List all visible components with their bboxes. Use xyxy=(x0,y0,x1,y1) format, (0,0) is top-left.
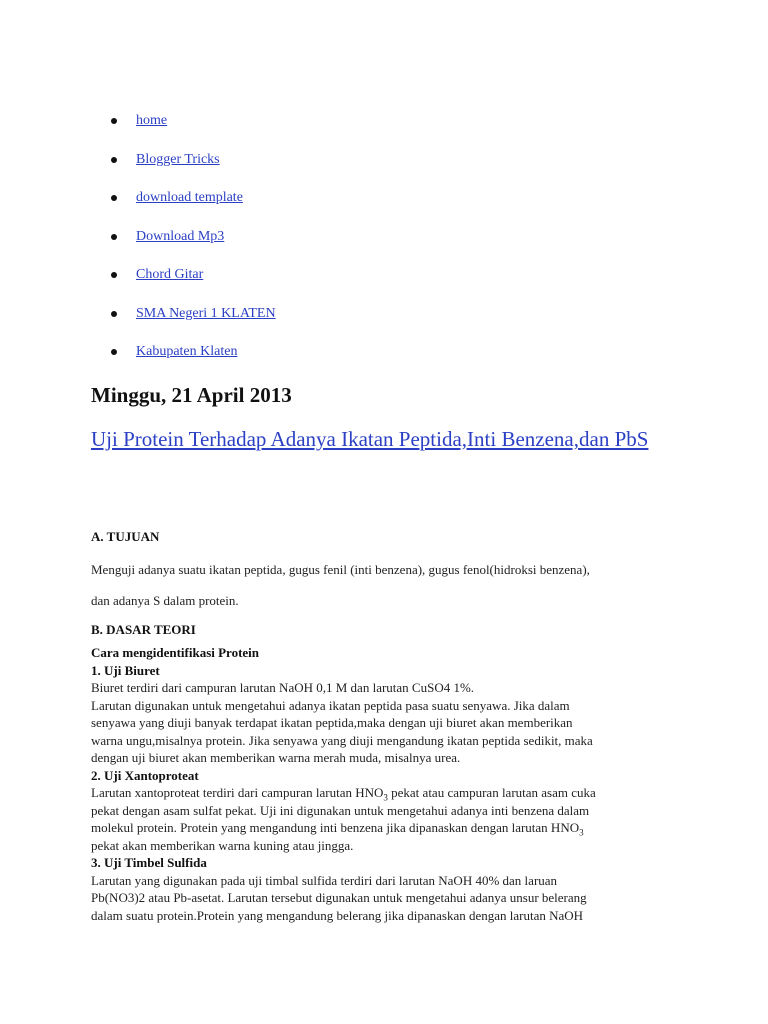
biuret-line-1: Biuret terdiri dari campuran larutan NaOH 0,1 M dan larutan CuSO4 1%. xyxy=(91,680,475,695)
nav-link-home[interactable]: home xyxy=(136,113,168,128)
bullet-icon xyxy=(111,311,117,317)
biuret-heading: 1. Uji Biuret xyxy=(91,662,160,678)
biuret-line-5: dengan uji biuret akan memberikan warna merah muda, misalnya urea. xyxy=(91,750,461,765)
bullet-icon xyxy=(111,234,117,240)
post-date: Minggu, 21 April 2013 xyxy=(91,383,292,407)
nav-link-sma-negeri[interactable]: SMA Negeri 1 KLATEN xyxy=(136,305,276,321)
xanto-line-1-a: Larutan xantoproteat terdiri dari campuran larutan HNO xyxy=(91,785,384,800)
bullet-icon xyxy=(111,118,117,124)
xanto-line-1-sub: 3 xyxy=(383,792,388,803)
biuret-line-2: Larutan digunakan untuk mengetahui adanya ikatan peptida pasa suatu senyawa. Jika dalam xyxy=(91,697,570,713)
xanto-line-3-sub: 3 xyxy=(579,827,584,838)
biuret-line-3: senyawa yang diuji banyak terdapat ikatan peptida,maka dengan uji biuret akan memberikan xyxy=(91,715,573,730)
nav-link-blogger-tricks[interactable]: Blogger Tricks xyxy=(136,151,220,167)
nav-link-chord-gitar[interactable]: Chord Gitar xyxy=(136,267,204,282)
xanto-line-1 xyxy=(91,784,691,802)
xanto-line-3 xyxy=(91,819,691,837)
biuret-line-4: warna ungu,misalnya protein. Jika senyawa yang diuji mengandung ikatan peptida sedikit, maka xyxy=(91,732,593,748)
nav-item-home xyxy=(91,110,276,149)
nav-item-blogger-tricks xyxy=(91,149,276,188)
timbel-line-2: Pb(NO3)2 atau Pb-asetat. Larutan tersebut digunakan untuk mengetahui adanya unsur belerang xyxy=(91,890,587,905)
section-b-heading: B. DASAR TEORI xyxy=(91,622,196,637)
nav-link-download-mp3[interactable]: Download Mp3 xyxy=(136,228,225,244)
xanto-line-3-a: molekul protein. Protein yang mengandung inti benzena jika dipanaskan dengan larutan HNO xyxy=(91,820,580,835)
nav-list xyxy=(91,110,276,380)
bullet-icon xyxy=(111,195,117,201)
post-body xyxy=(91,528,691,924)
nav-item-download-mp3 xyxy=(91,226,276,265)
bullet-icon xyxy=(111,157,117,163)
nav-link-kabupaten-klaten[interactable]: Kabupaten Klaten xyxy=(136,344,238,359)
xanto-line-2: pekat dengan asam sulfat pekat. Uji ini digunakan untuk mengetahui adanya inti benzena dalam xyxy=(91,802,590,818)
aim-line-2: dan adanya S dalam protein. xyxy=(91,593,239,608)
bullet-icon xyxy=(111,272,117,278)
nav-item-kabupaten-klaten xyxy=(91,341,276,380)
nav-item-sma-negeri xyxy=(91,303,276,342)
aim-line-1: Menguji adanya suatu ikatan peptida, gugus fenil (inti benzena), gugus fenol(hidroksi benzena), xyxy=(91,562,590,577)
timbel-line-1: Larutan yang digunakan pada uji timbal sulfida terdiri dari larutan NaOH 40% dan laruan xyxy=(91,872,558,888)
section-a-heading: A. TUJUAN xyxy=(91,529,160,544)
identify-heading: Cara mengidentifikasi Protein xyxy=(91,645,260,660)
timbel-line-3: dalam suatu protein.Protein yang mengandung belerang jika dipanaskan dengan larutan NaOH xyxy=(91,907,584,923)
bullet-icon xyxy=(111,349,117,355)
post-title xyxy=(91,424,691,454)
nav-item-chord-gitar xyxy=(91,264,276,303)
nav-link-download-template[interactable]: download template xyxy=(136,190,243,205)
post-title-link[interactable]: Uji Protein Terhadap Adanya Ikatan Peptida,Inti Benzena,dan PbS xyxy=(91,427,649,451)
xanto-line-4: pekat akan memberikan warna kuning atau jingga. xyxy=(91,837,354,853)
nav-item-download-template xyxy=(91,187,276,226)
xanto-heading: 2. Uji Xantoproteat xyxy=(91,767,199,783)
xanto-line-1-b: pekat atau campuran larutan asam cuka xyxy=(387,785,596,800)
timbel-heading: 3. Uji Timbel Sulfida xyxy=(91,855,207,870)
